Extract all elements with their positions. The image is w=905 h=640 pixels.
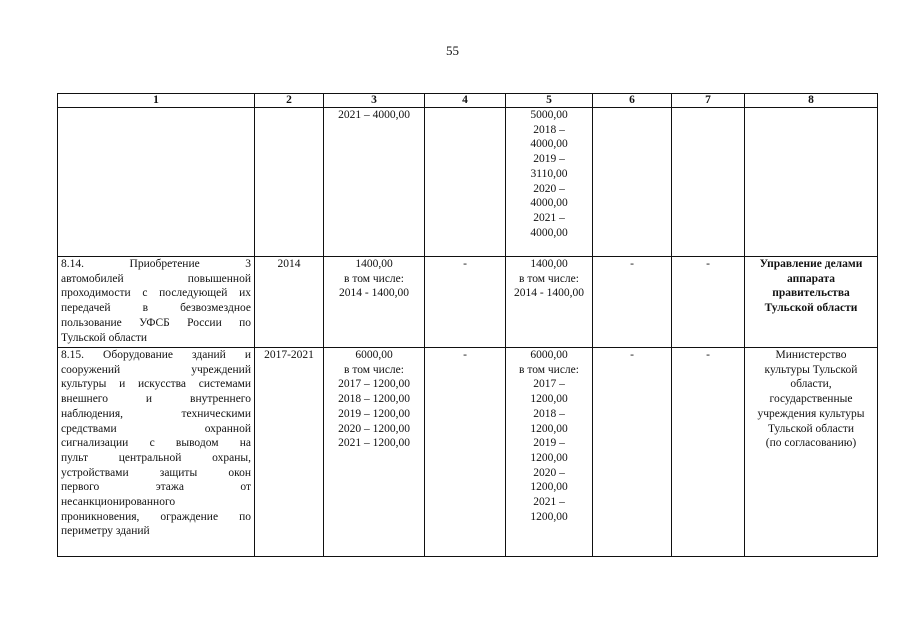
column-header: 6 [593, 94, 672, 108]
table-row [58, 108, 878, 257]
column-header: 2 [255, 94, 324, 108]
funding-federal-cell: - [425, 257, 506, 348]
period-cell: 2017-2021 [255, 348, 324, 557]
funding-local-cell [593, 108, 672, 257]
column-header: 4 [425, 94, 506, 108]
funding-total-cell: 2021 – 4000,00 [324, 108, 425, 257]
column-header: 5 [506, 94, 593, 108]
funding-local-cell: - [593, 348, 672, 557]
table-row [58, 257, 878, 348]
funding-regional-cell: 5000,00 2018 – 4000,00 2019 – 3110,00 2020 – 4000,00 2021 – 4000,00 [506, 108, 593, 257]
column-header: 1 [58, 94, 255, 108]
column-header: 8 [745, 94, 878, 108]
measure-cell: 8.15. Оборудование зданий и сооружений учреждений культуры и искусства системами внешнего и внутреннего наблюдения, техническими средствами охранной сигнализации с выводом на пульт центральной охраны, устройствами защиты окон первого этажа от несанкционированного проникновения, ограждение по периметру зданий [58, 348, 255, 557]
funding-federal-cell: - [425, 348, 506, 557]
column-header: 3 [324, 94, 425, 108]
table-row [58, 348, 878, 557]
funding-total-cell: 1400,00 в том числе: 2014 - 1400,00 [324, 257, 425, 348]
period-cell: 2014 [255, 257, 324, 348]
column-header: 7 [672, 94, 745, 108]
funding-local-cell: - [593, 257, 672, 348]
header-row [58, 94, 878, 108]
period-cell [255, 108, 324, 257]
funding-federal-cell [425, 108, 506, 257]
measure-cell [58, 108, 255, 257]
executor-cell [745, 108, 878, 257]
executor-cell: Управление делами аппарата правительства Тульской области [745, 257, 878, 348]
funding-total-cell: 6000,00 в том числе: 2017 – 1200,00 2018 – 1200,00 2019 – 1200,00 2020 – 1200,00 2021 – 1200,00 [324, 348, 425, 557]
funding-regional-cell: 6000,00 в том числе: 2017 – 1200,00 2018 – 1200,00 2019 – 1200,00 2020 – 1200,00 2021 – 1200,00 [506, 348, 593, 557]
page-number: 55 [446, 43, 459, 58]
funding-regional-cell: 1400,00 в том числе: 2014 - 1400,00 [506, 257, 593, 348]
funding-other-cell [672, 108, 745, 257]
measures-table [57, 93, 878, 557]
executor-cell: Министерство культуры Тульской области, государственные учреждения культуры Тульской области (по согласованию) [745, 348, 878, 557]
funding-other-cell: - [672, 257, 745, 348]
funding-other-cell: - [672, 348, 745, 557]
measure-cell: 8.14. Приобретение 3 автомобилей повышенной проходимости с последующей их передачей в безвозмездное пользование УФСБ России по Тульской области [58, 257, 255, 348]
